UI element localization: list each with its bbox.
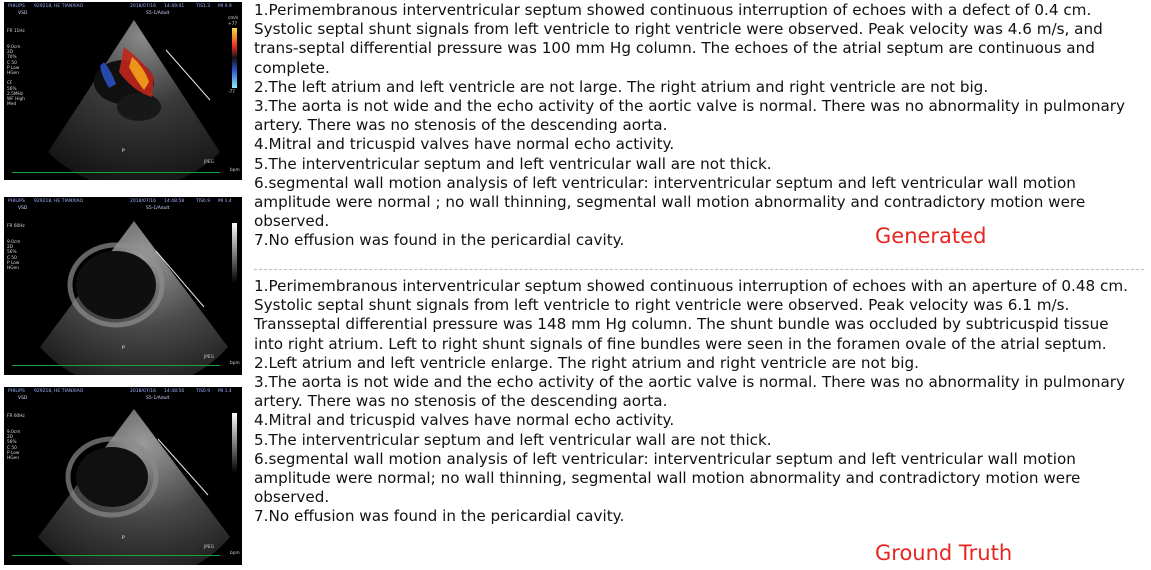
tis-value: TIS1.3 bbox=[196, 4, 211, 9]
echo-image-3 bbox=[4, 387, 242, 565]
vendor-logo-text: PHILIPS bbox=[8, 389, 25, 394]
report-paragraph: 3.The aorta is not wide and the echo activity of the aortic valve is normal. There was no abnormality in pulmonary artery. There was no stenosis of the descending aorta. bbox=[254, 97, 1126, 135]
report-paragraph: 2.The left atrium and left ventricle are not large. The right atrium and right ventricle are not big. bbox=[254, 77, 989, 96]
generated-report bbox=[254, 1, 1142, 251]
echo-image-1 bbox=[4, 2, 242, 180]
exam-name: VSD bbox=[18, 11, 28, 16]
report-paragraph: 4.Mitral and tricuspid valves have normal echo activity. bbox=[254, 135, 675, 154]
vendor-logo-text: PHILIPS bbox=[8, 199, 25, 204]
ground-truth-label: Ground Truth bbox=[875, 541, 1013, 565]
exam-name: VSD bbox=[18, 396, 28, 401]
mi-value: MI 1.4 bbox=[218, 199, 232, 204]
settings-text: 9.0cm 2D 56% C 50 P Low HGen bbox=[7, 430, 21, 462]
ground-truth-report bbox=[254, 277, 1142, 527]
scan-time: 14:49:01 bbox=[164, 4, 185, 9]
scale-bottom-label: -77 bbox=[228, 90, 236, 95]
patient-id: 929218, HE TIANXIAO bbox=[34, 199, 84, 204]
color-scale-bar bbox=[232, 28, 237, 88]
scan-time: 14:48:56 bbox=[164, 389, 185, 394]
echo-settings-3 bbox=[7, 404, 25, 472]
echo-sector-1 bbox=[4, 2, 242, 180]
settings-text: 9.0cm 2D 56% C 50 P Low HGen bbox=[7, 240, 21, 272]
probe-name: S5-1/Adult bbox=[146, 11, 170, 16]
bpm-label: bpm bbox=[230, 168, 240, 173]
settings-text: 9.0cm 2D 70% C 50 P Low HGen CF 56% 2.5MHz WF High Med bbox=[7, 45, 25, 108]
scan-date: 2018/07/16 bbox=[130, 389, 156, 394]
exam-name: VSD bbox=[18, 206, 28, 211]
jpeg-label: JPEG bbox=[204, 355, 214, 360]
report-paragraph: 5.The interventricular septum and left ventricular wall are not thick. bbox=[254, 430, 772, 449]
report-paragraph: 1.Perimembranous interventricular septum showed continuous interruption of echoes with an aperture of 0.48 cm. Systolic septal shunt signals from left ventricle to right ventricle were observed. Peak velocity was 6.1 m/s. Transseptal differential pressure was 148 mm Hg column. The shunt bundle was occluded by subtricuspid tissue into right atrium. Left to right shunt signals of fine bundles were seen in the foramen ovale of the atrial septum. bbox=[254, 277, 1128, 353]
vendor-logo-text: PHILIPS bbox=[8, 4, 25, 9]
echo-sector-2 bbox=[4, 197, 242, 375]
report-paragraph: 3.The aorta is not wide and the echo activity of the aortic valve is normal. There was no abnormality in pulmonary artery. There was no stenosis of the descending aorta. bbox=[254, 373, 1126, 411]
svg-text:P: P bbox=[122, 536, 125, 541]
jpeg-label: JPEG bbox=[204, 545, 214, 550]
echo-header-2 bbox=[4, 197, 242, 211]
jpeg-label: JPEG bbox=[204, 160, 214, 165]
ecg-trace bbox=[12, 555, 220, 556]
probe-name: S5-1/Adult bbox=[146, 206, 170, 211]
echo-header-1 bbox=[4, 2, 242, 16]
echo-image-2 bbox=[4, 197, 242, 375]
scan-date: 2018/07/16 bbox=[130, 199, 156, 204]
ecg-trace bbox=[12, 172, 220, 173]
section-divider bbox=[254, 269, 1144, 270]
report-paragraph: 7.No effusion was found in the pericardial cavity. bbox=[254, 231, 625, 250]
frame-rate: FR 11Hz bbox=[7, 29, 25, 35]
bpm-label: bpm bbox=[230, 551, 240, 556]
tis-value: TIS0.9 bbox=[196, 199, 211, 204]
report-paragraph: 7.No effusion was found in the pericardial cavity. bbox=[254, 507, 625, 526]
echo-settings-2 bbox=[7, 214, 25, 282]
scale-top-label: +77 bbox=[228, 22, 238, 27]
svg-text:P: P bbox=[122, 346, 125, 351]
svg-text:P: P bbox=[122, 149, 125, 154]
probe-name: S5-1/Adult bbox=[146, 396, 170, 401]
echo-sector-3 bbox=[4, 387, 242, 565]
bpm-label: bpm bbox=[230, 361, 240, 366]
gray-scale-bar bbox=[232, 223, 237, 283]
scale-unit-label: cm/s bbox=[228, 16, 239, 21]
report-paragraph: 5.The interventricular septum and left ventricular wall are not thick. bbox=[254, 154, 772, 173]
report-paragraph: 4.Mitral and tricuspid valves have normal echo activity. bbox=[254, 411, 675, 430]
ecg-trace bbox=[12, 365, 220, 366]
generated-label: Generated bbox=[875, 224, 987, 248]
echo-settings-1 bbox=[7, 19, 25, 118]
echo-header-3 bbox=[4, 387, 242, 401]
report-paragraph: 6.segmental wall motion analysis of left ventricular: interventricular septum and left ventricular wall motion amplitude were normal ; no wall thinning, segmental wall motion abnormality and contradictory motion were observed. bbox=[254, 173, 1086, 231]
mi-value: MI 1.4 bbox=[218, 389, 232, 394]
gray-scale-bar bbox=[232, 413, 237, 473]
report-paragraph: 2.Left atrium and left ventricle enlarge. The right atrium and right ventricle are not big. bbox=[254, 353, 919, 372]
frame-rate: FR 60Hz bbox=[7, 414, 25, 420]
tis-value: TIS0.9 bbox=[196, 389, 211, 394]
patient-id: 929218, HE TIANXIAO bbox=[34, 389, 84, 394]
scan-time: 14:48:58 bbox=[164, 199, 185, 204]
frame-rate: FR 60Hz bbox=[7, 224, 25, 230]
mi-value: MI 0.9 bbox=[218, 4, 232, 9]
report-paragraph: 1.Perimembranous interventricular septum showed continuous interruption of echoes with a defect of 0.4 cm. Systolic septal shunt signals from left ventricle to right ventricle were observed. Peak velocity was 4.6 m/s, and trans-septal differential pressure was 100 mm Hg column. The echoes of the atrial septum are continuous and complete. bbox=[254, 1, 1103, 77]
patient-id: 929218, HE TIANXIAO bbox=[34, 4, 84, 9]
report-paragraph: 6.segmental wall motion analysis of left ventricular: interventricular septum and left ventricular wall motion amplitude were normal; no wall thinning, segmental wall motion abnormality and contradictory motion were observed. bbox=[254, 449, 1081, 507]
scan-date: 2018/07/16 bbox=[130, 4, 156, 9]
